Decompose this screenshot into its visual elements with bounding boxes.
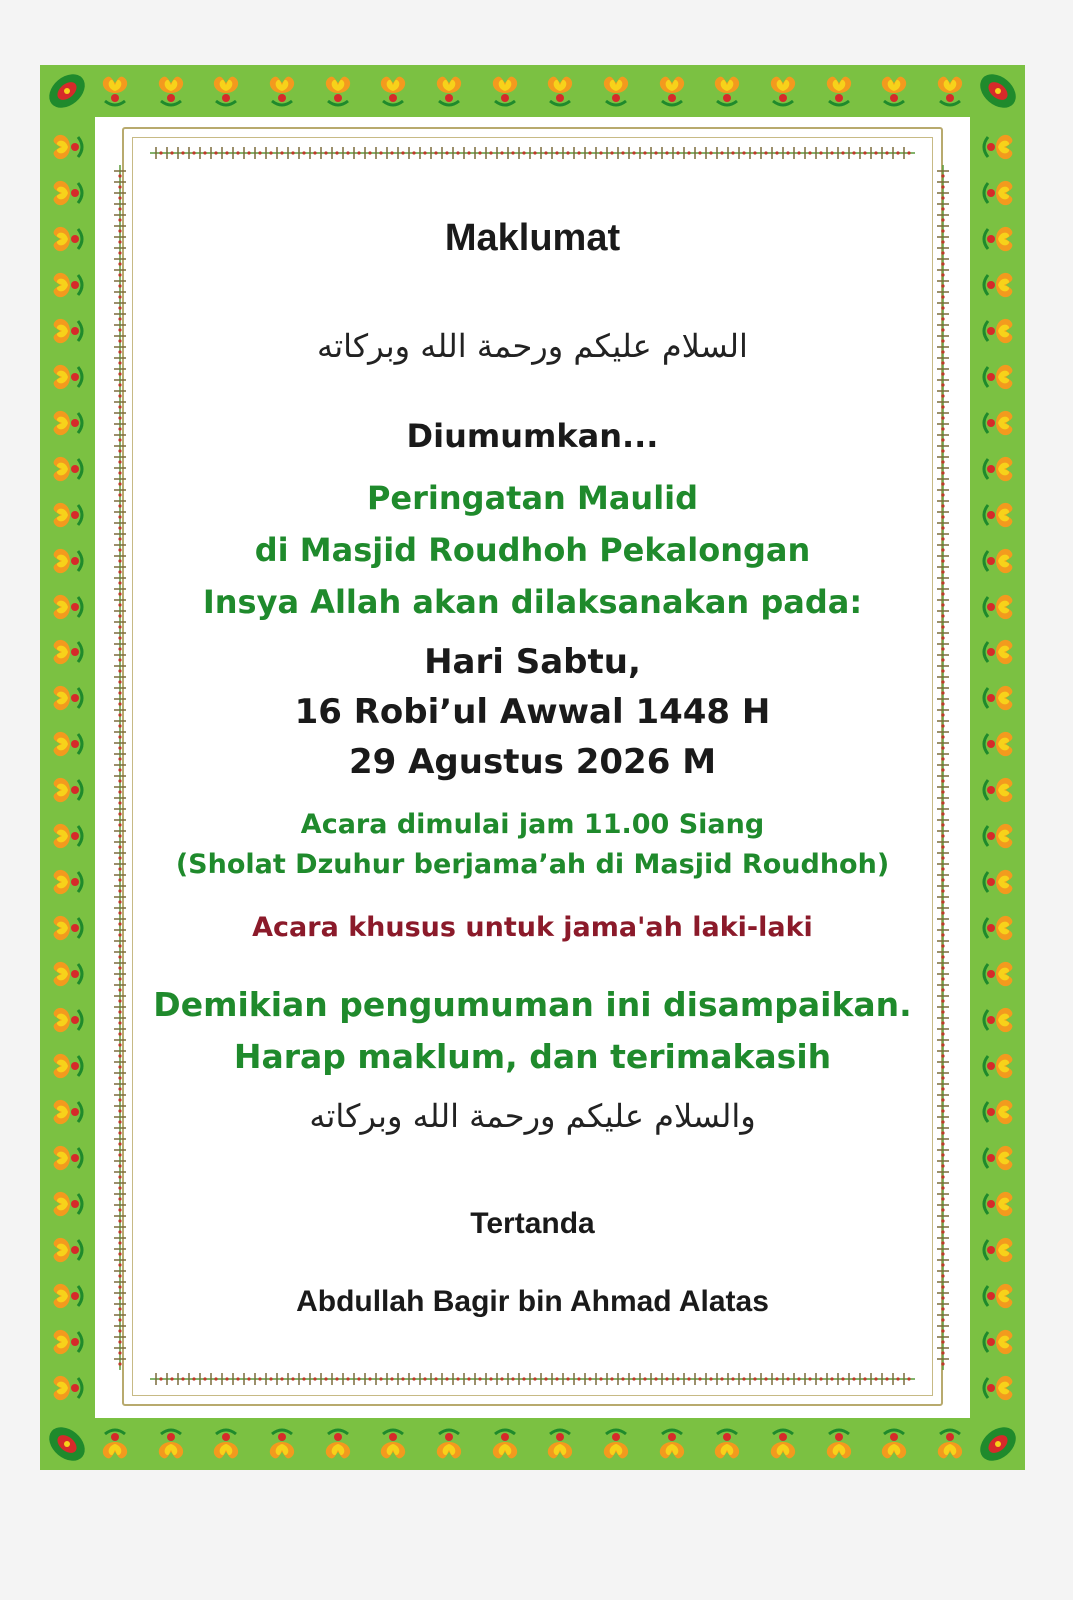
flower-ornament-icon <box>978 1368 1018 1408</box>
flower-ornament-icon <box>978 1046 1018 1086</box>
flower-ornament-icon <box>373 71 413 111</box>
corner-ornament-icon <box>970 65 1025 117</box>
flower-ornament-icon <box>540 71 580 111</box>
flower-ornament-icon <box>48 403 88 443</box>
date-line: Hari Sabtu, <box>424 642 641 682</box>
flower-ornament-icon <box>95 71 135 111</box>
flower-ornament-icon <box>48 816 88 856</box>
flower-ornament-icon <box>978 908 1018 948</box>
flower-ornament-icon <box>978 173 1018 213</box>
flower-ornament-icon <box>978 1276 1018 1316</box>
flower-ornament-icon <box>978 265 1018 305</box>
corner-ornament-icon <box>40 65 95 117</box>
flower-ornament-icon <box>652 71 692 111</box>
flower-ornament-icon <box>978 1138 1018 1178</box>
date-line: 16 Robi’ul Awwal 1448 H <box>294 692 771 732</box>
flower-ornament-icon <box>978 311 1018 351</box>
flower-ornament-icon <box>978 495 1018 535</box>
flower-ornament-icon <box>874 71 914 111</box>
flower-ornament-icon <box>48 862 88 902</box>
flower-ornament-icon <box>262 1424 302 1464</box>
date-line: 29 Agustus 2026 M <box>348 742 717 782</box>
flower-ornament-icon <box>978 127 1018 167</box>
closing-line: Demikian pengumuman ini disampaikan. <box>153 985 912 1024</box>
time-line: Acara dimulai jam 11.00 Siang <box>300 809 765 840</box>
flower-ornament-icon <box>48 954 88 994</box>
flower-ornament-icon <box>48 1046 88 1086</box>
flower-ornament-icon <box>206 1424 246 1464</box>
announcement-intro: Diumumkan... <box>406 417 659 455</box>
flower-ornament-icon <box>48 127 88 167</box>
flower-ornament-icon <box>48 173 88 213</box>
closing-greeting: والسلام عليكم ورحمة الله وبركاته <box>309 1097 756 1135</box>
flower-ornament-icon <box>318 71 358 111</box>
flower-ornament-icon <box>48 449 88 489</box>
flower-ornament-icon <box>429 71 469 111</box>
flower-ornament-icon <box>978 541 1018 581</box>
flower-ornament-icon <box>48 1092 88 1132</box>
closing-line: Harap maklum, dan terimakasih <box>233 1037 832 1076</box>
flower-ornament-icon <box>48 1276 88 1316</box>
flower-ornament-icon <box>707 1424 747 1464</box>
flower-ornament-icon <box>48 587 88 627</box>
flower-ornament-icon <box>318 1424 358 1464</box>
flower-ornament-icon <box>48 770 88 810</box>
event-description <box>95 472 970 628</box>
flower-ornament-icon <box>978 724 1018 764</box>
flower-ornament-icon <box>978 219 1018 259</box>
flower-ornament-icon <box>429 1424 469 1464</box>
flower-ornament-icon <box>978 357 1018 397</box>
closing-statement <box>95 979 970 1083</box>
floral-border-right <box>970 117 1025 1418</box>
flower-ornament-icon <box>485 1424 525 1464</box>
event-date <box>95 637 970 787</box>
flower-ornament-icon <box>874 1424 914 1464</box>
flower-ornament-icon <box>48 678 88 718</box>
flower-ornament-icon <box>978 587 1018 627</box>
flower-ornament-icon <box>48 1184 88 1224</box>
floral-border-bottom <box>40 1418 1025 1470</box>
flower-ornament-icon <box>373 1424 413 1464</box>
flower-ornament-icon <box>978 632 1018 672</box>
flower-ornament-icon <box>978 403 1018 443</box>
flower-ornament-icon <box>978 954 1018 994</box>
flower-ornament-icon <box>978 1322 1018 1362</box>
signer-name: Abdullah Bagir bin Ahmad Alatas <box>296 1285 769 1318</box>
flower-ornament-icon <box>151 71 191 111</box>
flower-ornament-icon <box>95 1424 135 1464</box>
flower-ornament-icon <box>48 265 88 305</box>
flower-ornament-icon <box>978 862 1018 902</box>
floral-border-top <box>40 65 1025 117</box>
flower-ornament-icon <box>48 632 88 672</box>
flower-ornament-icon <box>978 1000 1018 1040</box>
flower-ornament-icon <box>596 71 636 111</box>
event-line: Peringatan Maulid <box>366 479 699 517</box>
event-line: Insya Allah akan dilaksanakan pada: <box>202 583 863 621</box>
flower-ornament-icon <box>596 1424 636 1464</box>
flower-ornament-icon <box>978 449 1018 489</box>
flower-ornament-icon <box>48 908 88 948</box>
flower-ornament-icon <box>978 770 1018 810</box>
flower-ornament-icon <box>978 1230 1018 1270</box>
flower-ornament-icon <box>978 816 1018 856</box>
flower-ornament-icon <box>652 1424 692 1464</box>
flower-ornament-icon <box>978 1092 1018 1132</box>
event-time <box>95 805 970 885</box>
flower-ornament-icon <box>978 678 1018 718</box>
flower-ornament-icon <box>48 541 88 581</box>
flower-ornament-icon <box>48 219 88 259</box>
floral-border-left <box>40 117 95 1418</box>
attendance-note: Acara khusus untuk jama'ah laki-laki <box>252 912 813 943</box>
flower-ornament-icon <box>819 71 859 111</box>
flower-ornament-icon <box>151 1424 191 1464</box>
event-line: di Masjid Roudhoh Pekalongan <box>254 531 811 569</box>
flower-ornament-icon <box>48 1230 88 1270</box>
opening-greeting: السلام عليكم ورحمة الله وبركاته <box>317 327 748 365</box>
corner-ornament-icon <box>970 1418 1025 1470</box>
signature-label: Tertanda <box>470 1207 595 1240</box>
flower-ornament-icon <box>48 357 88 397</box>
flower-ornament-icon <box>48 724 88 764</box>
flower-ornament-icon <box>262 71 302 111</box>
flower-ornament-icon <box>819 1424 859 1464</box>
flower-ornament-icon <box>763 1424 803 1464</box>
page-title: Maklumat <box>444 217 621 259</box>
flower-ornament-icon <box>48 1322 88 1362</box>
flower-ornament-icon <box>707 71 747 111</box>
flower-ornament-icon <box>48 495 88 535</box>
flower-ornament-icon <box>48 1138 88 1178</box>
flower-ornament-icon <box>978 1184 1018 1224</box>
corner-ornament-icon <box>40 1418 95 1470</box>
announcement-content <box>95 117 970 1418</box>
flower-ornament-icon <box>763 71 803 111</box>
flower-ornament-icon <box>485 71 525 111</box>
flower-ornament-icon <box>48 1000 88 1040</box>
flower-ornament-icon <box>930 71 970 111</box>
flower-ornament-icon <box>540 1424 580 1464</box>
time-line: (Sholat Dzuhur berjama’ah di Masjid Roudhoh) <box>175 849 890 880</box>
flower-ornament-icon <box>206 71 246 111</box>
flower-ornament-icon <box>930 1424 970 1464</box>
flower-ornament-icon <box>48 311 88 351</box>
flower-ornament-icon <box>48 1368 88 1408</box>
